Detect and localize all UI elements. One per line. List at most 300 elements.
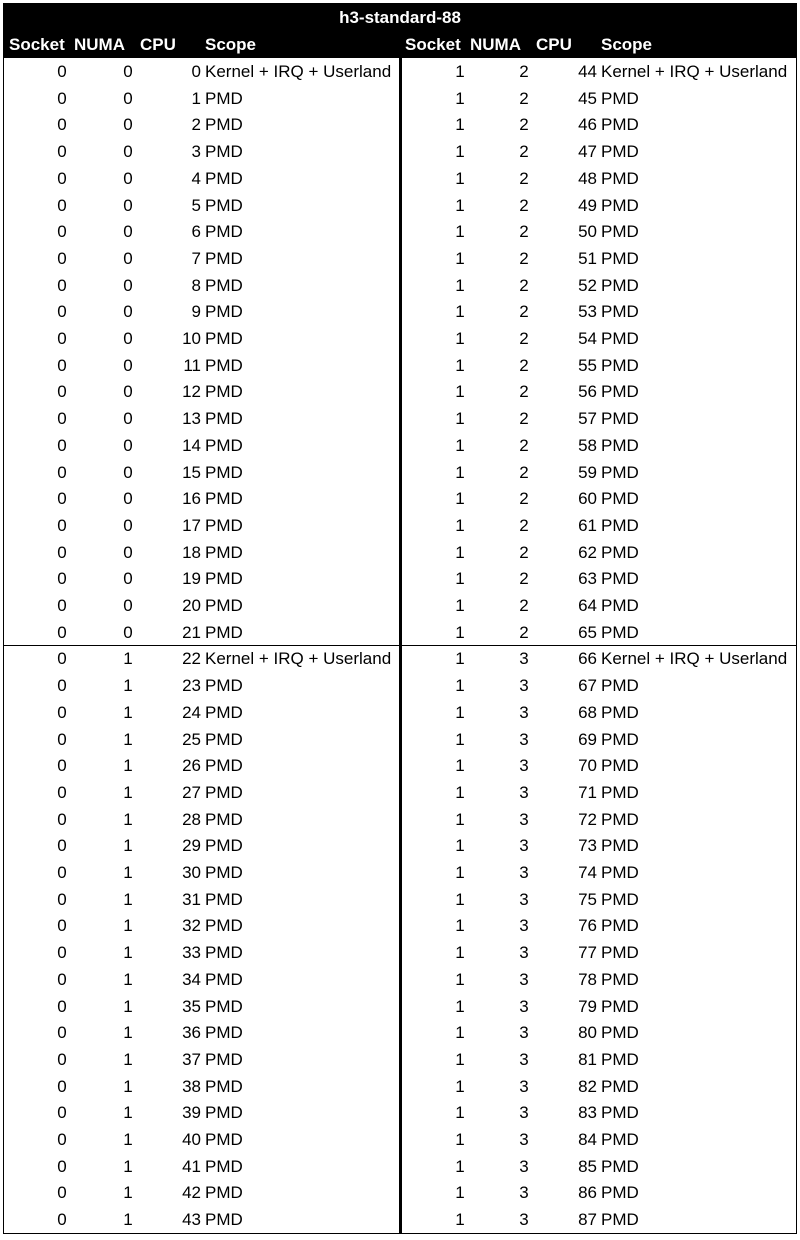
right-cpu-cell: 54 bbox=[578, 329, 597, 348]
right-scope-cell: PMD bbox=[601, 329, 639, 348]
left-scope-cell: PMD bbox=[205, 1023, 243, 1043]
right-socket-cell: 1 bbox=[455, 622, 465, 642]
right-cpu-cell: 84 bbox=[578, 1130, 597, 1149]
right-numa-cell: 2 bbox=[519, 569, 529, 589]
left-socket-cell: 0 bbox=[57, 302, 67, 322]
right-cpu-cell: 53 bbox=[578, 302, 597, 322]
right-numa-cell: 3 bbox=[519, 729, 529, 749]
right-socket-cell: 1 bbox=[455, 729, 465, 749]
right-socket-cell: 1 bbox=[455, 1183, 465, 1203]
left-scope-cell: PMD bbox=[205, 1049, 243, 1069]
right-cpu-cell: 56 bbox=[578, 382, 597, 402]
right-numa-cell: 2 bbox=[519, 302, 529, 322]
right-cpu-cell: 85 bbox=[578, 1156, 597, 1176]
left-scope-cell: PMD bbox=[205, 1156, 243, 1176]
right-scope-cell: PMD bbox=[601, 248, 639, 268]
right-socket-cell: 1 bbox=[455, 435, 465, 455]
left-socket-cell: 0 bbox=[57, 889, 67, 909]
left-socket-cell: 0 bbox=[57, 1023, 67, 1043]
right-numa-cell: 3 bbox=[519, 1023, 529, 1043]
left-cpu-cell: 13 bbox=[182, 409, 201, 429]
right-socket-cell: 1 bbox=[455, 489, 465, 509]
left-numa-cell: 0 bbox=[123, 569, 133, 589]
right-numa-cell: 3 bbox=[519, 1183, 529, 1203]
right-socket-cell: 1 bbox=[455, 889, 465, 909]
left-cpu-cell: 37 bbox=[182, 1049, 201, 1069]
header-numa-left: NUMA bbox=[74, 35, 125, 54]
right-numa-cell: 2 bbox=[519, 382, 529, 402]
right-scope-cell: PMD bbox=[601, 275, 639, 295]
left-socket-cell: 0 bbox=[57, 782, 67, 802]
right-scope-cell: PMD bbox=[601, 1130, 639, 1149]
left-cpu-cell: 21 bbox=[182, 622, 201, 642]
right-numa-cell: 2 bbox=[519, 596, 529, 615]
left-numa-cell: 1 bbox=[123, 1076, 133, 1096]
left-socket-cell: 0 bbox=[57, 248, 67, 268]
right-cpu-cell: 77 bbox=[578, 943, 597, 963]
right-numa-cell: 3 bbox=[519, 1076, 529, 1096]
right-socket-cell: 1 bbox=[455, 515, 465, 535]
left-numa-cell: 1 bbox=[123, 996, 133, 1016]
header-row bbox=[3, 32, 797, 58]
left-scope-cell: PMD bbox=[205, 542, 243, 562]
right-scope-cell: PMD bbox=[601, 729, 639, 749]
left-scope-cell: PMD bbox=[205, 1183, 243, 1203]
left-cpu-cell: 18 bbox=[182, 542, 201, 562]
right-scope-cell: PMD bbox=[601, 409, 639, 429]
left-socket-cell: 0 bbox=[57, 596, 67, 615]
right-socket-cell: 1 bbox=[455, 702, 465, 722]
left-scope-cell: PMD bbox=[205, 222, 243, 242]
left-numa-cell: 1 bbox=[123, 889, 133, 909]
right-scope-cell: PMD bbox=[601, 195, 639, 215]
left-scope-cell: PMD bbox=[205, 996, 243, 1016]
left-cpu-cell: 30 bbox=[182, 863, 201, 882]
right-scope-cell: PMD bbox=[601, 355, 639, 375]
left-cpu-cell: 29 bbox=[182, 836, 201, 856]
right-scope-cell: PMD bbox=[601, 302, 639, 322]
left-scope-cell: PMD bbox=[205, 863, 243, 882]
right-cpu-cell: 52 bbox=[578, 275, 597, 295]
left-numa-cell: 1 bbox=[123, 729, 133, 749]
left-cpu-cell: 31 bbox=[182, 889, 201, 909]
right-cpu-cell: 67 bbox=[578, 676, 597, 696]
left-socket-cell: 0 bbox=[57, 916, 67, 936]
left-scope-cell: PMD bbox=[205, 836, 243, 856]
left-numa-cell: 0 bbox=[123, 622, 133, 642]
right-socket-cell: 1 bbox=[455, 649, 465, 669]
right-numa-cell: 3 bbox=[519, 969, 529, 989]
right-scope-cell: PMD bbox=[601, 1183, 639, 1203]
right-scope-cell: PMD bbox=[601, 622, 639, 642]
right-scope-cell: PMD bbox=[601, 996, 639, 1016]
left-scope-cell: PMD bbox=[205, 1210, 243, 1230]
right-cpu-cell: 81 bbox=[578, 1049, 597, 1069]
left-scope-cell: PMD bbox=[205, 302, 243, 322]
left-socket-cell: 0 bbox=[57, 542, 67, 562]
left-scope-cell: PMD bbox=[205, 622, 243, 642]
left-scope-cell: PMD bbox=[205, 355, 243, 375]
cpu-allocation-table bbox=[3, 3, 797, 1234]
right-numa-cell: 3 bbox=[519, 1103, 529, 1123]
left-numa-cell: 0 bbox=[123, 275, 133, 295]
right-scope-cell: PMD bbox=[601, 88, 639, 108]
left-cpu-cell: 4 bbox=[191, 168, 201, 188]
left-socket-cell: 0 bbox=[57, 489, 67, 509]
right-socket-cell: 1 bbox=[455, 302, 465, 322]
left-scope-cell: PMD bbox=[205, 329, 243, 348]
right-scope-cell: PMD bbox=[601, 702, 639, 722]
left-cpu-cell: 15 bbox=[182, 462, 201, 482]
left-numa-cell: 1 bbox=[123, 1156, 133, 1176]
left-cpu-cell: 25 bbox=[182, 729, 201, 749]
right-cpu-cell: 72 bbox=[578, 809, 597, 829]
right-cpu-cell: 61 bbox=[578, 515, 597, 535]
right-numa-cell: 3 bbox=[519, 943, 529, 963]
left-cpu-cell: 23 bbox=[182, 676, 201, 696]
left-socket-cell: 0 bbox=[57, 329, 67, 348]
right-socket-cell: 1 bbox=[455, 382, 465, 402]
left-numa-cell: 1 bbox=[123, 969, 133, 989]
right-scope-cell: PMD bbox=[601, 435, 639, 455]
left-numa-cell: 1 bbox=[123, 1130, 133, 1149]
right-cpu-cell: 44 bbox=[578, 62, 597, 81]
left-scope-cell: Kernel + IRQ + Userland bbox=[205, 62, 392, 81]
right-cpu-cell: 70 bbox=[578, 756, 597, 776]
right-scope-cell: PMD bbox=[601, 1023, 639, 1043]
header-cpu-right: CPU bbox=[536, 35, 572, 54]
column-group-divider bbox=[399, 58, 402, 1234]
right-socket-cell: 1 bbox=[455, 462, 465, 482]
left-scope-cell: PMD bbox=[205, 756, 243, 776]
left-scope-cell: PMD bbox=[205, 1076, 243, 1096]
left-numa-cell: 0 bbox=[123, 329, 133, 348]
header-scope-left: Scope bbox=[205, 35, 257, 54]
left-cpu-cell: 34 bbox=[182, 969, 201, 989]
left-socket-cell: 0 bbox=[57, 142, 67, 162]
right-numa-cell: 2 bbox=[519, 515, 529, 535]
left-socket-cell: 0 bbox=[57, 195, 67, 215]
header-socket-right: Socket bbox=[405, 35, 461, 54]
right-numa-cell: 3 bbox=[519, 1210, 529, 1230]
left-socket-cell: 0 bbox=[57, 222, 67, 242]
left-cpu-cell: 14 bbox=[182, 435, 201, 455]
right-socket-cell: 1 bbox=[455, 329, 465, 348]
right-numa-cell: 2 bbox=[519, 222, 529, 242]
right-cpu-cell: 76 bbox=[578, 916, 597, 936]
right-scope-cell: PMD bbox=[601, 943, 639, 963]
numa-group-divider bbox=[3, 645, 797, 646]
right-cpu-cell: 57 bbox=[578, 409, 597, 429]
left-numa-cell: 1 bbox=[123, 916, 133, 936]
right-scope-cell: PMD bbox=[601, 1049, 639, 1069]
right-numa-cell: 2 bbox=[519, 462, 529, 482]
right-scope-cell: PMD bbox=[601, 115, 639, 135]
left-numa-cell: 1 bbox=[123, 1049, 133, 1069]
left-numa-cell: 0 bbox=[123, 489, 133, 509]
right-socket-cell: 1 bbox=[455, 195, 465, 215]
left-numa-cell: 1 bbox=[123, 809, 133, 829]
left-scope-cell: PMD bbox=[205, 248, 243, 268]
left-scope-cell: PMD bbox=[205, 515, 243, 535]
right-socket-cell: 1 bbox=[455, 863, 465, 882]
right-scope-cell: PMD bbox=[601, 863, 639, 882]
right-cpu-cell: 71 bbox=[578, 782, 597, 802]
right-numa-cell: 3 bbox=[519, 889, 529, 909]
right-numa-cell: 3 bbox=[519, 756, 529, 776]
right-cpu-cell: 47 bbox=[578, 142, 597, 162]
right-numa-cell: 3 bbox=[519, 916, 529, 936]
right-numa-cell: 2 bbox=[519, 489, 529, 509]
left-socket-cell: 0 bbox=[57, 836, 67, 856]
left-numa-cell: 0 bbox=[123, 115, 133, 135]
left-cpu-cell: 27 bbox=[182, 782, 201, 802]
left-numa-cell: 1 bbox=[123, 1103, 133, 1123]
right-scope-cell: PMD bbox=[601, 969, 639, 989]
left-socket-cell: 0 bbox=[57, 1130, 67, 1149]
right-numa-cell: 2 bbox=[519, 435, 529, 455]
right-numa-cell: 3 bbox=[519, 1049, 529, 1069]
left-scope-cell: PMD bbox=[205, 142, 243, 162]
right-cpu-cell: 83 bbox=[578, 1103, 597, 1123]
left-cpu-cell: 26 bbox=[182, 756, 201, 776]
left-socket-cell: 0 bbox=[57, 1210, 67, 1230]
right-scope-cell: PMD bbox=[601, 782, 639, 802]
left-cpu-cell: 24 bbox=[182, 702, 201, 722]
header-numa-right: NUMA bbox=[470, 35, 521, 54]
left-cpu-cell: 6 bbox=[191, 222, 201, 242]
left-scope-cell: PMD bbox=[205, 195, 243, 215]
left-scope-cell: PMD bbox=[205, 596, 243, 615]
right-cpu-cell: 45 bbox=[578, 88, 597, 108]
right-socket-cell: 1 bbox=[455, 115, 465, 135]
left-socket-cell: 0 bbox=[57, 1049, 67, 1069]
right-cpu-cell: 65 bbox=[578, 622, 597, 642]
left-scope-cell: PMD bbox=[205, 382, 243, 402]
left-cpu-cell: 17 bbox=[182, 515, 201, 535]
left-scope-cell: PMD bbox=[205, 462, 243, 482]
left-scope-cell: PMD bbox=[205, 729, 243, 749]
right-socket-cell: 1 bbox=[455, 569, 465, 589]
left-cpu-cell: 16 bbox=[182, 489, 201, 509]
left-socket-cell: 0 bbox=[57, 729, 67, 749]
right-numa-cell: 2 bbox=[519, 248, 529, 268]
right-socket-cell: 1 bbox=[455, 943, 465, 963]
right-scope-cell: PMD bbox=[601, 916, 639, 936]
right-socket-cell: 1 bbox=[455, 409, 465, 429]
right-scope-cell: PMD bbox=[601, 1210, 639, 1230]
table-title-text: h3-standard-88 bbox=[339, 7, 461, 27]
right-numa-cell: 2 bbox=[519, 275, 529, 295]
left-scope-cell: PMD bbox=[205, 676, 243, 696]
left-numa-cell: 0 bbox=[123, 462, 133, 482]
left-scope-cell: PMD bbox=[205, 943, 243, 963]
right-socket-cell: 1 bbox=[455, 756, 465, 776]
right-numa-cell: 2 bbox=[519, 62, 529, 81]
left-socket-cell: 0 bbox=[57, 996, 67, 1016]
right-cpu-cell: 78 bbox=[578, 969, 597, 989]
left-socket-cell: 0 bbox=[57, 702, 67, 722]
right-socket-cell: 1 bbox=[455, 222, 465, 242]
left-numa-cell: 1 bbox=[123, 1183, 133, 1203]
right-numa-cell: 2 bbox=[519, 168, 529, 188]
left-numa-cell: 0 bbox=[123, 596, 133, 615]
right-cpu-cell: 75 bbox=[578, 889, 597, 909]
right-cpu-cell: 64 bbox=[578, 596, 597, 615]
right-cpu-cell: 48 bbox=[578, 168, 597, 188]
right-scope-cell: PMD bbox=[601, 142, 639, 162]
left-socket-cell: 0 bbox=[57, 1103, 67, 1123]
right-scope-cell: PMD bbox=[601, 809, 639, 829]
right-cpu-cell: 62 bbox=[578, 542, 597, 562]
right-cpu-cell: 58 bbox=[578, 435, 597, 455]
right-numa-cell: 2 bbox=[519, 329, 529, 348]
left-scope-cell: PMD bbox=[205, 702, 243, 722]
right-socket-cell: 1 bbox=[455, 1103, 465, 1123]
right-scope-cell: PMD bbox=[601, 382, 639, 402]
left-cpu-cell: 43 bbox=[182, 1210, 201, 1230]
right-numa-cell: 3 bbox=[519, 836, 529, 856]
right-numa-cell: 3 bbox=[519, 676, 529, 696]
right-cpu-cell: 50 bbox=[578, 222, 597, 242]
header-socket-left: Socket bbox=[9, 35, 65, 54]
left-cpu-cell: 11 bbox=[183, 355, 201, 375]
right-numa-cell: 3 bbox=[519, 996, 529, 1016]
left-socket-cell: 0 bbox=[57, 943, 67, 963]
left-cpu-cell: 38 bbox=[182, 1076, 201, 1096]
right-numa-cell: 3 bbox=[519, 1156, 529, 1176]
right-cpu-cell: 69 bbox=[578, 729, 597, 749]
left-numa-cell: 1 bbox=[123, 756, 133, 776]
left-numa-cell: 0 bbox=[123, 515, 133, 535]
right-socket-cell: 1 bbox=[455, 275, 465, 295]
right-cpu-cell: 86 bbox=[578, 1183, 597, 1203]
right-scope-cell: Kernel + IRQ + Userland bbox=[601, 649, 788, 669]
right-scope-cell: PMD bbox=[601, 569, 639, 589]
left-cpu-cell: 10 bbox=[182, 329, 201, 348]
right-socket-cell: 1 bbox=[455, 88, 465, 108]
right-cpu-cell: 55 bbox=[578, 355, 597, 375]
left-socket-cell: 0 bbox=[57, 382, 67, 402]
left-numa-cell: 1 bbox=[123, 702, 133, 722]
right-cpu-cell: 59 bbox=[578, 462, 597, 482]
right-numa-cell: 2 bbox=[519, 355, 529, 375]
left-scope-cell: PMD bbox=[205, 489, 243, 509]
right-scope-cell: PMD bbox=[601, 462, 639, 482]
right-numa-cell: 3 bbox=[519, 649, 529, 669]
left-socket-cell: 0 bbox=[57, 275, 67, 295]
right-cpu-cell: 79 bbox=[578, 996, 597, 1016]
right-socket-cell: 1 bbox=[455, 916, 465, 936]
right-socket-cell: 1 bbox=[455, 168, 465, 188]
right-scope-cell: PMD bbox=[601, 836, 639, 856]
left-numa-cell: 1 bbox=[123, 863, 133, 882]
left-socket-cell: 0 bbox=[57, 409, 67, 429]
right-socket-cell: 1 bbox=[455, 836, 465, 856]
left-numa-cell: 0 bbox=[123, 248, 133, 268]
left-scope-cell: PMD bbox=[205, 88, 243, 108]
left-scope-cell: PMD bbox=[205, 916, 243, 936]
right-socket-cell: 1 bbox=[455, 1049, 465, 1069]
left-scope-cell: Kernel + IRQ + Userland bbox=[205, 649, 392, 669]
left-socket-cell: 0 bbox=[57, 649, 67, 669]
left-scope-cell: PMD bbox=[205, 409, 243, 429]
left-numa-cell: 1 bbox=[123, 1023, 133, 1043]
left-socket-cell: 0 bbox=[57, 462, 67, 482]
left-socket-cell: 0 bbox=[57, 569, 67, 589]
left-socket-cell: 0 bbox=[57, 1076, 67, 1096]
right-numa-cell: 2 bbox=[519, 115, 529, 135]
right-cpu-cell: 66 bbox=[578, 649, 597, 669]
right-socket-cell: 1 bbox=[455, 1076, 465, 1096]
left-cpu-cell: 8 bbox=[191, 275, 201, 295]
left-cpu-cell: 2 bbox=[191, 115, 201, 135]
right-socket-cell: 1 bbox=[455, 1130, 465, 1149]
left-cpu-cell: 0 bbox=[191, 62, 201, 81]
left-cpu-cell: 42 bbox=[182, 1183, 201, 1203]
right-scope-cell: Kernel + IRQ + Userland bbox=[601, 62, 788, 81]
left-scope-cell: PMD bbox=[205, 969, 243, 989]
left-numa-cell: 0 bbox=[123, 382, 133, 402]
left-numa-cell: 1 bbox=[123, 1210, 133, 1230]
right-socket-cell: 1 bbox=[455, 596, 465, 615]
left-scope-cell: PMD bbox=[205, 809, 243, 829]
left-socket-cell: 0 bbox=[57, 756, 67, 776]
left-socket-cell: 0 bbox=[57, 1183, 67, 1203]
left-numa-cell: 0 bbox=[123, 409, 133, 429]
right-socket-cell: 1 bbox=[455, 1156, 465, 1176]
left-socket-cell: 0 bbox=[57, 676, 67, 696]
left-socket-cell: 0 bbox=[57, 622, 67, 642]
right-scope-cell: PMD bbox=[601, 1076, 639, 1096]
right-socket-cell: 1 bbox=[455, 142, 465, 162]
left-cpu-cell: 41 bbox=[182, 1156, 201, 1176]
left-cpu-cell: 32 bbox=[182, 916, 201, 936]
right-numa-cell: 3 bbox=[519, 702, 529, 722]
right-scope-cell: PMD bbox=[601, 542, 639, 562]
left-socket-cell: 0 bbox=[57, 168, 67, 188]
left-numa-cell: 0 bbox=[123, 168, 133, 188]
left-cpu-cell: 36 bbox=[182, 1023, 201, 1043]
right-cpu-cell: 68 bbox=[578, 702, 597, 722]
left-socket-cell: 0 bbox=[57, 435, 67, 455]
right-socket-cell: 1 bbox=[455, 1023, 465, 1043]
left-numa-cell: 1 bbox=[123, 943, 133, 963]
right-scope-cell: PMD bbox=[601, 222, 639, 242]
right-scope-cell: PMD bbox=[601, 489, 639, 509]
left-numa-cell: 1 bbox=[123, 649, 133, 669]
header-cpu-left: CPU bbox=[140, 35, 176, 54]
right-scope-cell: PMD bbox=[601, 676, 639, 696]
left-cpu-cell: 20 bbox=[182, 596, 201, 615]
right-cpu-cell: 74 bbox=[578, 863, 597, 882]
right-socket-cell: 1 bbox=[455, 996, 465, 1016]
left-socket-cell: 0 bbox=[57, 809, 67, 829]
right-numa-cell: 2 bbox=[519, 542, 529, 562]
left-scope-cell: PMD bbox=[205, 1130, 243, 1149]
right-scope-cell: PMD bbox=[601, 756, 639, 776]
right-scope-cell: PMD bbox=[601, 515, 639, 535]
left-cpu-cell: 28 bbox=[182, 809, 201, 829]
left-socket-cell: 0 bbox=[57, 515, 67, 535]
header-scope-right: Scope bbox=[601, 35, 653, 54]
right-numa-cell: 2 bbox=[519, 409, 529, 429]
left-scope-cell: PMD bbox=[205, 168, 243, 188]
right-socket-cell: 1 bbox=[455, 355, 465, 375]
left-socket-cell: 0 bbox=[57, 88, 67, 108]
left-scope-cell: PMD bbox=[205, 435, 243, 455]
right-numa-cell: 3 bbox=[519, 863, 529, 882]
